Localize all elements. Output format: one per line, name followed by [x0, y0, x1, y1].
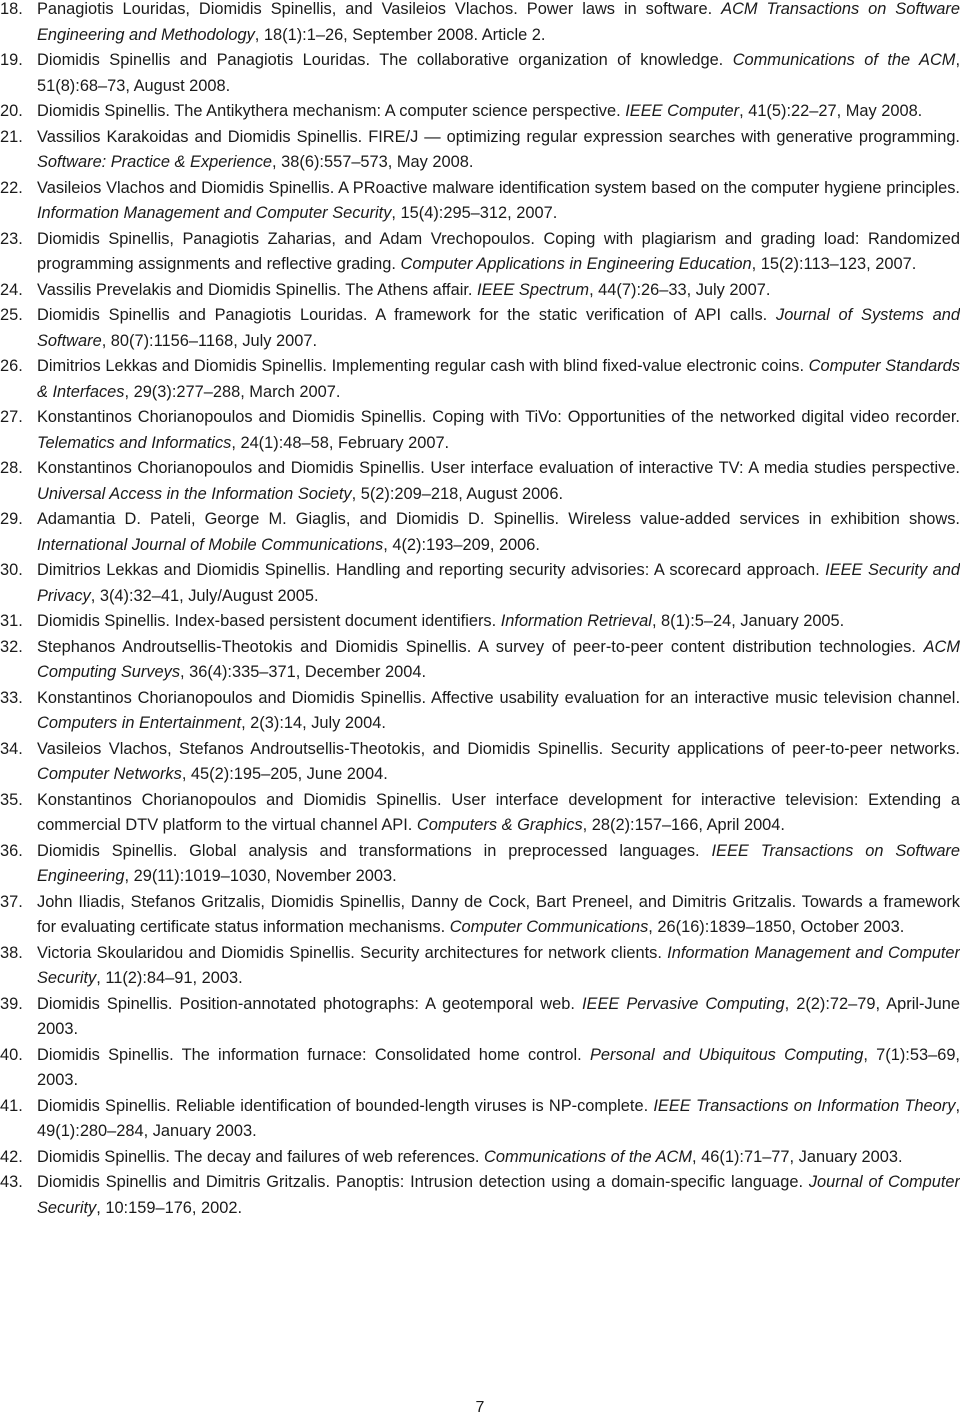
reference-venue: Telematics and Informatics	[37, 433, 232, 452]
reference-details: , 36(4):335–371, December 2004.	[180, 663, 427, 681]
reference-number: 36.	[0, 841, 23, 860]
reference-details: , 46(1):71–77, January 2003.	[692, 1147, 903, 1166]
reference-item	[0, 941, 960, 992]
reference-venue: Information Retrieval	[500, 612, 652, 630]
reference-text: Diomidis Spinellis. Index-based persistent document identifiers.	[37, 612, 501, 630]
reference-number: 22.	[0, 178, 23, 197]
reference-item	[0, 558, 960, 609]
reference-details: , 10:159–176, 2002.	[96, 1198, 243, 1217]
reference-number: 20.	[0, 102, 23, 120]
reference-number: 24.	[0, 280, 23, 299]
reference-text: Dimitrios Lekkas and Diomidis Spinellis. Implementing regular cash with blind fixed-value electronic coins.	[37, 357, 809, 375]
reference-venue: Computer Networks	[37, 765, 182, 783]
reference-number: 30.	[0, 561, 23, 579]
reference-number: 38.	[0, 943, 23, 962]
reference-item	[0, 125, 960, 176]
reference-text: Adamantia D. Pateli, George M. Giaglis, and Diomidis D. Spinellis. Wireless value-added services in exhibition shows.	[37, 510, 960, 528]
reference-details: , 3(4):32–41, July/August 2005.	[90, 586, 319, 605]
reference-item	[0, 609, 960, 635]
reference-number: 31.	[0, 612, 23, 630]
reference-venue: ACM Transactions on Software Engineering and Methodology	[37, 0, 960, 44]
reference-item	[0, 507, 960, 558]
reference-details: , 28(2):157–166, April 2004.	[582, 816, 785, 834]
reference-text: Diomidis Spinellis. The information furnace: Consolidated home control.	[37, 1045, 590, 1064]
reference-details: , 15(2):113–123, 2007.	[751, 255, 917, 273]
reference-text: Victoria Skoularidou and Diomidis Spinellis. Security architectures for network clients.	[37, 943, 668, 962]
reference-item	[0, 1043, 960, 1094]
reference-details: , 5(2):209–218, August 2006.	[351, 484, 564, 503]
reference-number: 28.	[0, 459, 23, 477]
reference-details: , 45(2):195–205, June 2004.	[181, 765, 388, 783]
reference-item	[0, 1145, 960, 1171]
reference-number: 19.	[0, 51, 23, 69]
reference-item	[0, 405, 960, 456]
reference-item	[0, 1170, 960, 1221]
reference-details: , 49(1):280–284, January 2003.	[37, 1096, 960, 1140]
reference-number: 25.	[0, 306, 23, 324]
reference-venue: Computer Applications in Engineering Education	[400, 255, 752, 273]
reference-venue: Communications of the ACM	[484, 1147, 693, 1166]
reference-number: 40.	[0, 1045, 23, 1064]
reference-number: 18.	[0, 0, 23, 18]
reference-number: 23.	[0, 229, 23, 248]
reference-item	[0, 48, 960, 99]
reference-text: Panagiotis Louridas, Diomidis Spinellis, and Vasileios Vlachos. Power laws in software.	[37, 0, 722, 18]
reference-item	[0, 0, 960, 48]
reference-text: Vasileios Vlachos, Stefanos Androutsellis-Theotokis, and Diomidis Spinellis. Security applications of peer-to-peer networks.	[37, 739, 960, 758]
reference-number: 34.	[0, 739, 23, 758]
reference-details: , 24(1):48–58, February 2007.	[231, 433, 450, 452]
reference-venue: International Journal of Mobile Communications	[37, 535, 384, 554]
reference-text: John Iliadis, Stefanos Gritzalis, Diomidis Spinellis, Danny de Cock, Bart Preneel, and Dimitris Gritzalis. Towards a framework for evaluating certificate status information mechanisms.	[37, 892, 960, 936]
reference-number: 29.	[0, 510, 23, 528]
reference-venue: Computers in Entertainment	[37, 714, 242, 732]
reference-number: 37.	[0, 892, 23, 911]
reference-details: , 2(2):72–79, April-June 2003.	[37, 994, 960, 1038]
reference-text: Vassilis Prevelakis and Diomidis Spinellis. The Athens affair.	[37, 280, 478, 299]
reference-venue: Universal Access in the Information Society	[37, 484, 352, 503]
reference-item	[0, 176, 960, 227]
reference-details: , 26(16):1839–1850, October 2003.	[648, 918, 905, 936]
reference-item	[0, 839, 960, 890]
reference-text: Diomidis Spinellis, Panagiotis Zaharias, and Adam Vrechopoulos. Coping with plagiarism and grading load: Randomized programming assignments and reflective grading.	[37, 229, 960, 273]
reference-venue: Information Management and Computer Security	[37, 943, 960, 987]
reference-item	[0, 890, 960, 941]
reference-venue: Journal of Systems and Software	[37, 306, 960, 350]
reference-venue: ACM Computing Surveys	[37, 637, 960, 681]
reference-venue: IEEE Transactions on Software Engineering	[37, 841, 960, 885]
reference-number: 32.	[0, 637, 23, 656]
reference-number: 27.	[0, 408, 23, 426]
reference-text: Diomidis Spinellis. Reliable identification of bounded-length viruses is NP-complete.	[37, 1096, 654, 1115]
reference-text: Stephanos Androutsellis-Theotokis and Diomidis Spinellis. A survey of peer-to-peer content distribution technologies.	[37, 637, 924, 656]
reference-item	[0, 737, 960, 788]
reference-venue: Information Management and Computer Security	[37, 204, 392, 222]
reference-details: , 18(1):1–26, September 2008. Article 2.	[254, 25, 546, 44]
reference-item	[0, 99, 960, 125]
reference-details: , 8(1):5–24, January 2005.	[651, 612, 845, 630]
reference-item	[0, 686, 960, 737]
reference-venue: Computers & Graphics	[416, 816, 583, 834]
reference-text: Dimitrios Lekkas and Diomidis Spinellis. Handling and reporting security advisories: A scorecard approach.	[37, 561, 826, 579]
reference-details: , 51(8):68–73, August 2008.	[37, 51, 960, 95]
reference-item	[0, 227, 960, 278]
reference-number: 35.	[0, 790, 23, 809]
reference-text: Konstantinos Chorianopoulos and Diomidis Spinellis. User interface development for interactive television: Extending a commercial DTV platform to the virtual channel API.	[37, 790, 960, 834]
reference-item	[0, 456, 960, 507]
reference-item	[0, 303, 960, 354]
reference-number: 26.	[0, 357, 23, 375]
reference-text: Vassilios Karakoidas and Diomidis Spinellis. FIRE/J — optimizing regular expression searches with generative programming.	[37, 127, 960, 146]
reference-text: Diomidis Spinellis and Dimitris Gritzalis. Panoptis: Intrusion detection using a domain-specific language.	[37, 1173, 809, 1191]
reference-venue: Personal and Ubiquitous Computing	[589, 1045, 864, 1064]
reference-item	[0, 992, 960, 1043]
reference-venue: Journal of Computer Security	[37, 1173, 960, 1217]
reference-item	[0, 788, 960, 839]
page-number: 7	[475, 1399, 485, 1416]
reference-item	[0, 354, 960, 405]
reference-text: Diomidis Spinellis and Panagiotis Louridas. The collaborative organization of knowledge.	[37, 51, 733, 69]
reference-text: Diomidis Spinellis. The Antikythera mechanism: A computer science perspective.	[37, 102, 626, 120]
reference-item	[0, 635, 960, 686]
reference-venue: IEEE Computer	[625, 102, 740, 120]
reference-details: , 29(11):1019–1030, November 2003.	[124, 867, 397, 885]
reference-venue: IEEE Security and Privacy	[37, 561, 960, 605]
reference-details: , 4(2):193–209, 2006.	[383, 535, 540, 554]
reference-venue: Computer Communications	[449, 918, 649, 936]
reference-details: , 41(5):22–27, May 2008.	[739, 102, 923, 120]
reference-text: Konstantinos Chorianopoulos and Diomidis Spinellis. User interface evaluation of interactive TV: A media studies perspective.	[37, 459, 960, 477]
reference-venue: IEEE Transactions on Information Theory	[653, 1096, 956, 1115]
reference-number: 42.	[0, 1147, 23, 1166]
reference-venue: Communications of the ACM	[732, 51, 956, 69]
reference-text: Diomidis Spinellis and Panagiotis Louridas. A framework for the static verification of API calls.	[37, 306, 776, 324]
reference-number: 33.	[0, 688, 23, 707]
reference-venue: IEEE Pervasive Computing	[581, 994, 785, 1013]
reference-text: Vasileios Vlachos and Diomidis Spinellis. A PRoactive malware identification system based on the computer hygiene principles.	[37, 178, 960, 197]
reference-text: Konstantinos Chorianopoulos and Diomidis Spinellis. Coping with TiVo: Opportunities of the networked digital video recorder.	[37, 408, 960, 426]
reference-details: , 2(3):14, July 2004.	[241, 714, 386, 732]
reference-details: , 11(2):84–91, 2003.	[96, 969, 243, 987]
reference-venue: Computer Standards & Interfaces	[37, 357, 960, 401]
reference-number: 41.	[0, 1096, 23, 1115]
reference-text: Diomidis Spinellis. The decay and failures of web references.	[37, 1147, 485, 1166]
reference-text: Diomidis Spinellis. Global analysis and transformations in preprocessed languages.	[37, 841, 712, 860]
reference-venue: IEEE Spectrum	[477, 280, 590, 299]
reference-details: , 15(4):295–312, 2007.	[391, 204, 558, 222]
reference-number: 39.	[0, 994, 23, 1013]
reference-venue: Software: Practice & Experience	[37, 153, 273, 171]
reference-details: , 7(1):53–69, 2003.	[37, 1045, 960, 1089]
reference-item	[0, 1094, 960, 1145]
reference-text: Diomidis Spinellis. Position-annotated photographs: A geotemporal web.	[37, 994, 582, 1013]
reference-details: , 44(7):26–33, July 2007.	[589, 280, 771, 299]
reference-details: , 29(3):277–288, March 2007.	[124, 382, 341, 401]
reference-number: 43.	[0, 1173, 23, 1191]
reference-details: , 38(6):557–573, May 2008.	[272, 153, 474, 171]
reference-number: 21.	[0, 127, 23, 146]
reference-details: , 80(7):1156–1168, July 2007.	[101, 331, 318, 350]
reference-item	[0, 278, 960, 304]
reference-text: Konstantinos Chorianopoulos and Diomidis Spinellis. Affective usability evaluation for an interactive music television channel.	[37, 688, 960, 707]
